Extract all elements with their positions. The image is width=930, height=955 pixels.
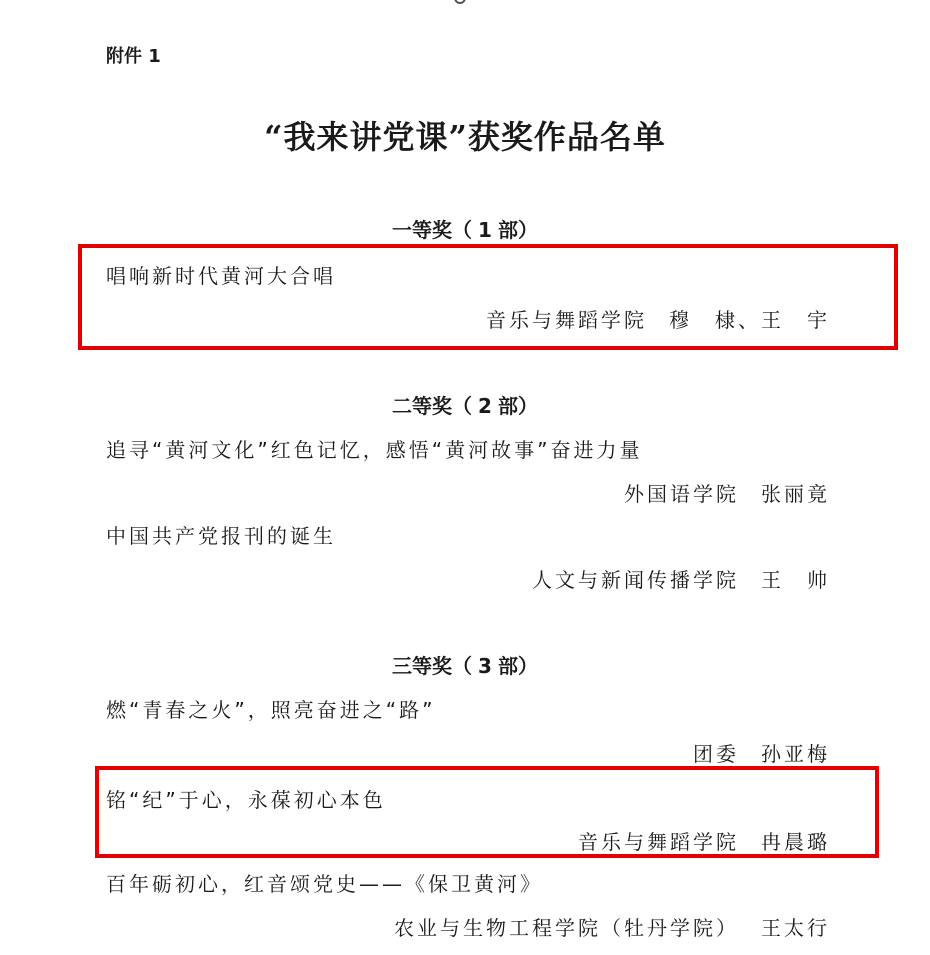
attachment-label: 附件 1 bbox=[106, 46, 161, 67]
prize-name: 一等奖（ bbox=[392, 218, 473, 242]
prize-heading-third bbox=[0, 650, 930, 679]
author-names: 孙亚梅 bbox=[761, 742, 830, 766]
prize-unit: 部） bbox=[497, 218, 538, 242]
document-title: “我来讲党课”获奖作品名单 bbox=[264, 118, 666, 156]
work-title: 燃“青春之火”，照亮奋进之“路” bbox=[106, 698, 436, 722]
author-line bbox=[532, 564, 830, 593]
author-unit: 音乐与舞蹈学院 bbox=[486, 308, 647, 332]
author-unit: 人文与新闻传播学院 bbox=[532, 568, 739, 592]
author-names: 张丽竟 bbox=[761, 482, 830, 506]
author-line bbox=[578, 826, 830, 855]
work-title: 铭“纪”于心，永葆初心本色 bbox=[106, 788, 386, 812]
author-line bbox=[624, 478, 830, 507]
author-names: 王太行 bbox=[761, 916, 830, 940]
author-line bbox=[693, 738, 830, 767]
prize-unit: 部） bbox=[497, 394, 538, 418]
author-unit: 外国语学院 bbox=[624, 482, 739, 506]
prize-name: 二等奖（ bbox=[392, 394, 473, 418]
prize-heading-second bbox=[0, 390, 930, 419]
author-line bbox=[394, 912, 830, 941]
author-unit: 农业与生物工程学院（牡丹学院） bbox=[394, 916, 739, 940]
prize-count: 1 bbox=[478, 218, 492, 242]
binding-mark bbox=[454, 0, 466, 4]
prize-count: 3 bbox=[478, 654, 492, 678]
prize-heading-first bbox=[0, 214, 930, 243]
author-unit: 团委 bbox=[693, 742, 739, 766]
author-unit: 音乐与舞蹈学院 bbox=[578, 830, 739, 854]
author-names: 冉晨璐 bbox=[761, 830, 830, 854]
work-title: 追寻“黄河文化”红色记忆，感悟“黄河故事”奋进力量 bbox=[106, 438, 643, 462]
work-title: 百年砺初心，红音颂党史——《保卫黄河》 bbox=[106, 872, 543, 896]
work-title: 唱响新时代黄河大合唱 bbox=[106, 264, 336, 288]
author-line bbox=[486, 304, 830, 333]
prize-count: 2 bbox=[478, 394, 492, 418]
author-names: 穆 棣、王 宇 bbox=[669, 308, 830, 332]
work-title: 中国共产党报刊的诞生 bbox=[106, 524, 336, 548]
author-names: 王 帅 bbox=[761, 568, 830, 592]
prize-name: 三等奖（ bbox=[392, 654, 473, 678]
prize-unit: 部） bbox=[497, 654, 538, 678]
